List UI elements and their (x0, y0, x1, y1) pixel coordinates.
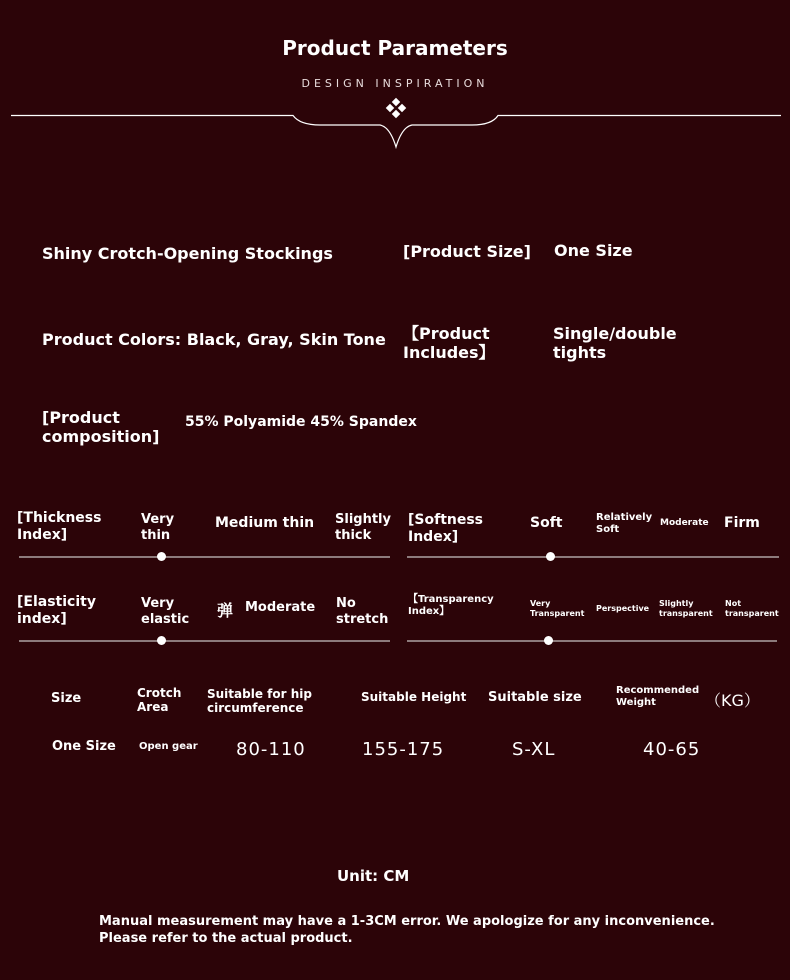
table-cell-crotch: Open gear (139, 741, 198, 752)
measurement-note-line1: Manual measurement may have a 1-3CM error. We apologize for any inconvenience. (99, 914, 715, 929)
elasticity-option-no-stretch: No stretch (336, 596, 389, 627)
transparency-option-perspective: Perspective (596, 604, 650, 613)
transparency-scale-track (407, 640, 777, 642)
product-name: Shiny Crotch-Opening Stockings (42, 244, 333, 263)
table-cell-hip: 80-110 (236, 739, 306, 760)
softness-option-relatively-soft: Relatively Soft (596, 512, 653, 535)
table-header-hip: Suitable for hip circumference (207, 687, 312, 716)
elasticity-option-char: 弹 (217, 601, 234, 620)
product-includes-value: Single/double tights (553, 324, 677, 363)
elasticity-scale-marker (157, 636, 166, 645)
unit-label: Unit: CM (337, 867, 410, 885)
ornament-divider (0, 95, 790, 150)
table-cell-weight: 40-65 (643, 739, 701, 760)
measurement-note-line2: Please refer to the actual product. (99, 931, 353, 946)
page-title: Product Parameters (282, 36, 508, 60)
softness-option-soft: Soft (530, 515, 563, 531)
thickness-scale-marker (157, 552, 166, 561)
elasticity-option-moderate: Moderate (245, 600, 316, 615)
transparency-option-very-transparent: Very Transparent (530, 599, 585, 618)
transparency-option-not-transparent: Not transparent (725, 599, 779, 618)
product-includes-label: 【Product Includes】 (403, 324, 495, 363)
transparency-index-label: 【Transparency Index】 (408, 594, 494, 617)
product-size-label: [Product Size] (403, 242, 531, 261)
thickness-option-very-thin: Very thin (141, 512, 175, 543)
product-colors: Product Colors: Black, Gray, Skin Tone (42, 330, 386, 349)
thickness-option-slightly-thick: Slightly thick (335, 512, 391, 543)
page-subtitle: DESIGN INSPIRATION (301, 77, 489, 90)
softness-option-firm: Firm (724, 515, 760, 531)
product-composition-value: 55% Polyamide 45% Spandex (185, 414, 417, 430)
table-cell-suitable-size: S-XL (512, 739, 556, 760)
thickness-option-medium-thin: Medium thin (215, 515, 315, 531)
elasticity-index-label: [Elasticity index] (17, 594, 96, 627)
table-header-weight: Recommended Weight (616, 685, 700, 708)
table-header-crotch-area: Crotch Area (137, 686, 182, 715)
product-size-value: One Size (554, 241, 633, 260)
table-cell-height: 155-175 (362, 739, 445, 760)
table-header-height: Suitable Height (361, 690, 467, 704)
softness-option-moderate: Moderate (660, 518, 709, 528)
table-header-suitable-size: Suitable size (488, 690, 582, 705)
transparency-scale-marker (544, 636, 553, 645)
softness-index-label: [Softness Index] (408, 512, 484, 545)
table-cell-size: One Size (52, 739, 116, 754)
softness-scale-track (407, 556, 779, 558)
thickness-scale-track (19, 556, 390, 558)
elasticity-scale-track (19, 640, 390, 642)
product-composition-label: [Product composition] (42, 408, 160, 447)
table-header-size: Size (51, 691, 82, 706)
elasticity-option-very-elastic: Very elastic (141, 596, 190, 627)
thickness-index-label: [Thickness Index] (17, 510, 102, 543)
transparency-option-slightly-transparent: Slightly transparent (659, 599, 713, 618)
diamond-cluster-icon (386, 98, 406, 118)
softness-scale-marker (546, 552, 555, 561)
table-header-weight-unit: （KG） (705, 691, 760, 710)
